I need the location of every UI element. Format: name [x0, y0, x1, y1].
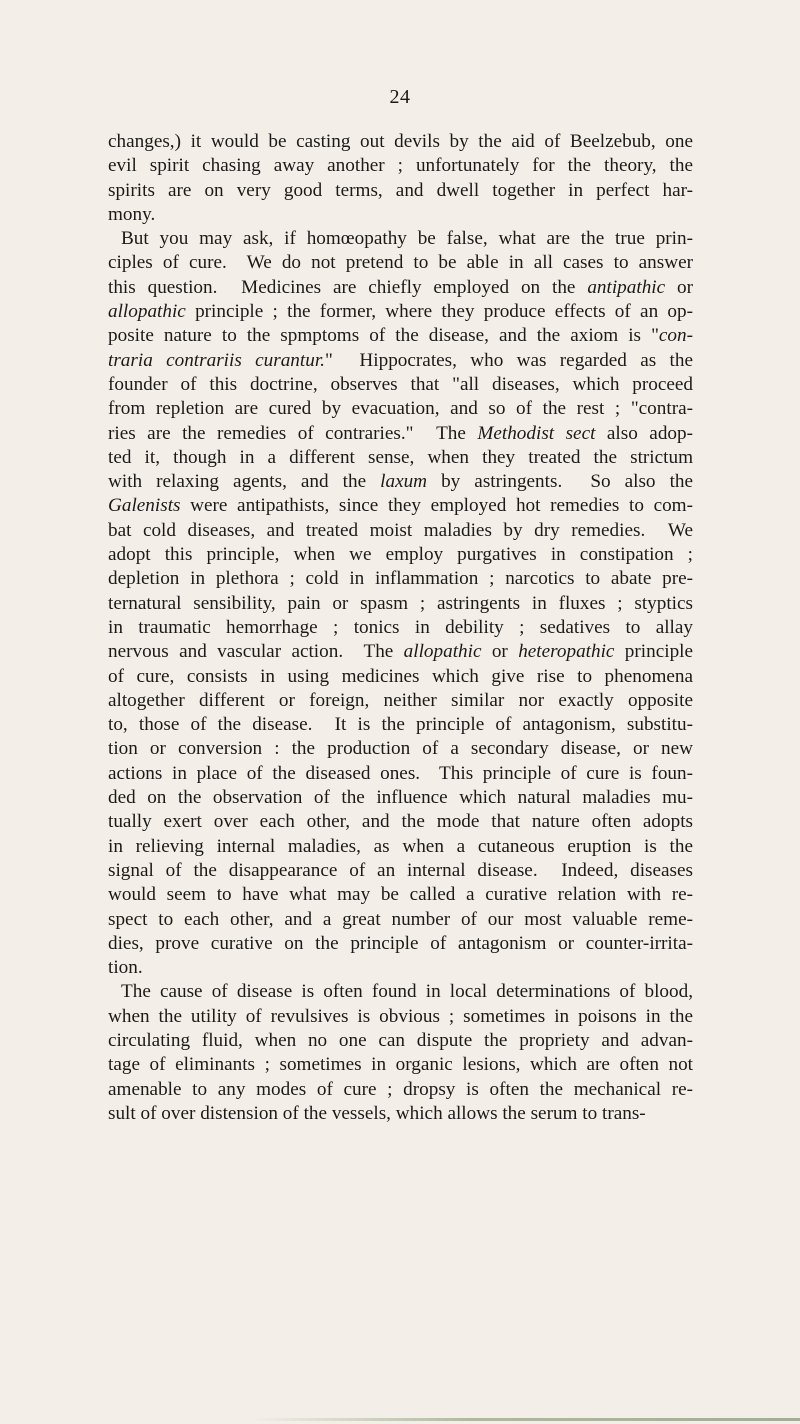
text-run: would seem to have what may be called a curative relation with re-: [108, 884, 693, 906]
text-run: changes,) it would be casting out devils by the aid of Beelzebub, one: [108, 131, 693, 152]
text-run: depletion in plethora ; cold in inflammation ; narcotics to abate pre-: [108, 568, 693, 590]
text-run: ciples of cure. We do not pretend to be able in all cases to answer: [108, 252, 693, 274]
text-line: [108, 1053, 693, 1077]
text-run: to, those of the disease. It is the principle of antagonism, substitu-: [108, 714, 693, 736]
text-run: of cure, consists in using medicines which give rise to phenomena: [108, 665, 693, 687]
text-run: tage of eliminants ; sometimes in organic lesions, which are often not: [108, 1054, 693, 1076]
text-line: [108, 810, 693, 834]
text-line: [108, 300, 693, 324]
text-line: [108, 324, 693, 348]
italic-text: Methodist sect: [477, 422, 596, 444]
text-run: principle ; the former, where they produce effects of an op-: [185, 301, 693, 323]
text-line: [108, 130, 693, 154]
text-run: But you may ask, if homœopathy be false, what are the true prin-: [121, 228, 693, 250]
text-run: or: [665, 276, 693, 298]
text-run: with relaxing agents, and the: [108, 471, 381, 493]
text-run: signal of the disappearance of an internal disease. Indeed, diseases: [108, 859, 693, 881]
text-run: this question. Medicines are chiefly employed on the: [108, 276, 588, 298]
text-run: " Hippocrates, who was regarded as the: [324, 349, 693, 371]
text-line: [108, 1005, 693, 1029]
text-line: [108, 227, 693, 251]
italic-text: antipathic: [587, 276, 666, 298]
text-line: [108, 203, 693, 227]
text-line: [108, 397, 693, 421]
text-run: adopt this principle, when we employ purgatives in constipation ;: [108, 544, 693, 566]
italic-text: heteropathic: [518, 641, 615, 663]
text-run: by astringents. So also the: [427, 471, 694, 493]
italic-text: allopathic: [403, 641, 482, 663]
text-run: ted it, though in a different sense, when they treated the strictum: [108, 446, 693, 468]
text-line: [108, 373, 693, 397]
text-run: tion or conversion : the production of a secondary disease, or new: [108, 738, 693, 760]
text-run: amenable to any modes of cure ; dropsy is often the mechanical re-: [108, 1078, 693, 1100]
text-line: [108, 154, 693, 178]
text-line: [108, 883, 693, 907]
text-run: also adop-: [595, 422, 693, 444]
text-line: [108, 446, 693, 470]
text-run: dies, prove curative on the principle of antagonism or counter-irrita-: [108, 932, 693, 954]
text-line: [108, 567, 693, 591]
text-line: [108, 470, 693, 494]
text-run: actions in place of the diseased ones. This principle of cure is foun-: [108, 762, 693, 784]
text-line: [108, 786, 693, 810]
text-run: circulating fluid, when no one can dispute the propriety and advan-: [108, 1029, 693, 1051]
text-run: altogether different or foreign, neither similar nor exactly opposite: [108, 689, 693, 711]
text-line: [108, 908, 693, 932]
text-line: [108, 616, 693, 640]
italic-text: Galenists: [108, 495, 181, 517]
italic-text: traria contrariis curantur.: [108, 349, 325, 371]
text-line: [108, 980, 693, 1004]
body-text: [108, 130, 693, 1126]
text-line: [108, 592, 693, 616]
text-line: [108, 835, 693, 859]
text-run: sult of over distension of the vessels, which allows the serum to trans-: [108, 1102, 646, 1124]
page-number: 24: [389, 86, 411, 108]
text-line: [108, 1029, 693, 1053]
text-line: [108, 1078, 693, 1102]
text-run: in relieving internal maladies, as when a cutaneous eruption is the: [108, 835, 693, 857]
text-run: bat cold diseases, and treated moist maladies by dry remedies. We: [108, 519, 693, 541]
text-line: [108, 519, 693, 543]
text-run: mony.: [108, 203, 156, 225]
text-line: [108, 713, 693, 737]
text-line: [108, 956, 693, 980]
text-run: ded on the observation of the influence which natural maladies mu-: [108, 787, 693, 809]
page-edge-shadow: [250, 1418, 800, 1421]
text-run: principle: [614, 641, 694, 663]
text-line: [108, 251, 693, 275]
text-run: from repletion are cured by evacuation, and so of the rest ; "contra-: [108, 398, 693, 420]
text-run: founder of this doctrine, observes that "all diseases, which proceed: [108, 373, 693, 395]
text-run: evil spirit chasing away another ; unfortunately for the theory, the: [108, 155, 693, 177]
text-line: [108, 859, 693, 883]
text-line: [108, 494, 693, 518]
italic-text: laxum: [380, 471, 428, 493]
text-run: ternatural sensibility, pain or spasm ; astringents in fluxes ; styptics: [108, 592, 693, 614]
italic-text: con-: [658, 325, 693, 347]
text-run: when the utility of revulsives is obvious ; sometimes in poisons in the: [108, 1005, 693, 1027]
text-line: [108, 665, 693, 689]
text-line: [108, 640, 693, 664]
text-line: [108, 1102, 693, 1126]
text-line: [108, 349, 693, 373]
text-line: [108, 543, 693, 567]
italic-text: allopathic: [108, 301, 186, 323]
text-line: [108, 276, 693, 300]
text-line: [108, 689, 693, 713]
text-line: [108, 179, 693, 203]
text-run: nervous and vascular action. The: [108, 641, 404, 663]
text-line: [108, 422, 693, 446]
text-run: or: [481, 641, 519, 663]
text-run: in traumatic hemorrhage ; tonics in debility ; sedatives to allay: [108, 616, 693, 638]
text-run: were antipathists, since they employed hot remedies to com-: [180, 495, 693, 517]
text-run: tion.: [108, 957, 143, 979]
text-run: posite nature to the spmptoms of the disease, and the axiom is ": [108, 325, 659, 347]
text-line: [108, 762, 693, 786]
text-run: spect to each other, and a great number of our most valuable reme-: [108, 908, 693, 930]
text-run: spirits are on very good terms, and dwell together in perfect har-: [108, 179, 693, 201]
text-run: The cause of disease is often found in local determinations of blood,: [121, 981, 693, 1003]
text-line: [108, 932, 693, 956]
text-run: ries are the remedies of contraries." The: [108, 422, 478, 444]
text-line: [108, 737, 693, 761]
text-run: tually exert over each other, and the mode that nature often adopts: [108, 811, 693, 833]
